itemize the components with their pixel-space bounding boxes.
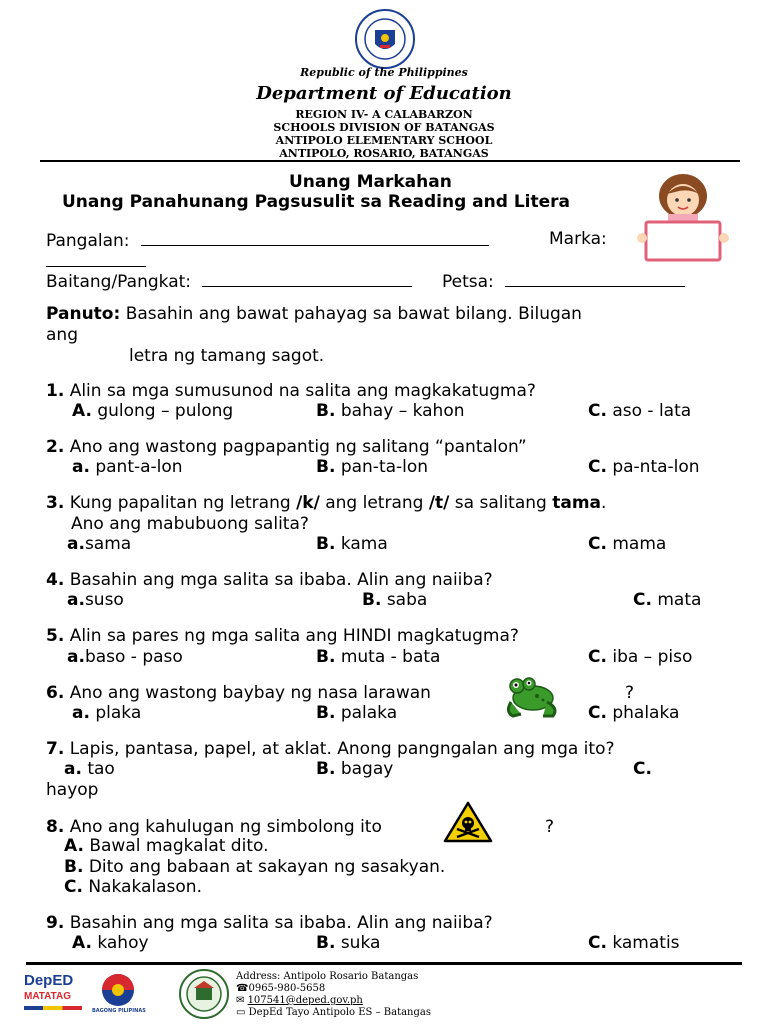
address-text: ANTIPOLO, ROSARIO, BATANGAS xyxy=(279,147,489,160)
footer-email[interactable]: ✉ 107541@deped.gov.ph xyxy=(236,995,363,1006)
question-8: 8. Ano ang kahulugan ng simbolong ito xyxy=(46,817,382,837)
q4-option-c[interactable]: C. mata xyxy=(633,590,702,610)
date-label: Petsa: xyxy=(442,272,494,292)
bagong-pilipinas-logo xyxy=(92,972,144,1020)
computer-icon: ▭ xyxy=(236,1007,249,1018)
deped-matatag-logo xyxy=(24,972,84,1018)
footer-phone: ☎0965-980-5658 xyxy=(236,983,326,994)
question-6-end: ? xyxy=(625,683,635,703)
question-3: 3. Kung papalitan ng letrang /k/ ang letrang /t/ sa salitang tama. xyxy=(46,493,607,513)
instructions-text-2: ang xyxy=(46,325,78,345)
q1-option-c[interactable]: C. aso - lata xyxy=(588,401,692,421)
grade-label: Baitang/Pangkat: xyxy=(46,272,192,292)
q5-option-a[interactable]: a.baso - paso xyxy=(67,647,183,667)
name-label: Pangalan: xyxy=(46,231,130,251)
frog-picture xyxy=(503,672,561,720)
deped-seal xyxy=(350,8,420,70)
matatag-stripes xyxy=(24,1006,82,1010)
q2-option-a[interactable]: a. pant-a-lon xyxy=(72,457,183,477)
question-3-line-2: Ano ang mabubuong salita? xyxy=(71,514,309,534)
header-divider xyxy=(40,160,740,162)
q1-option-b[interactable]: B. bahay – kahon xyxy=(316,401,465,421)
quarter-title: Unang Markahan xyxy=(289,172,452,192)
question-1: 1. Alin sa mga sumusunod na salita ang magkakatugma? xyxy=(46,381,536,401)
footer-facebook: ▭ DepEd Tayo Antipolo ES – Batangas xyxy=(236,1007,431,1018)
matatag-text: MATATAG xyxy=(24,991,72,1002)
name-input-line[interactable] xyxy=(141,229,489,246)
q2-option-c[interactable]: C. pa-nta-lon xyxy=(588,457,700,477)
question-9: 9. Basahin ang mga salita sa ibaba. Alin ang naiiba? xyxy=(46,913,493,933)
phone-icon: ☎ xyxy=(236,983,249,994)
instructions-text-3: letra ng tamang sagot. xyxy=(129,346,325,366)
republic-text: Republic of the Philippines xyxy=(300,66,468,79)
q3-option-a[interactable]: a.sama xyxy=(67,534,132,554)
footer-divider xyxy=(26,962,742,965)
q2-option-b[interactable]: B. pan-ta-lon xyxy=(316,457,429,477)
q6-option-b[interactable]: B. palaka xyxy=(316,703,398,723)
q7-option-c[interactable]: hayop xyxy=(46,780,99,800)
footer-address: Address: Antipolo Rosario Batangas xyxy=(236,971,419,982)
instructions-text-1: Basahin ang bawat pahayag sa bawat bilang. Bilugan xyxy=(120,304,582,324)
question-4: 4. Basahin ang mga salita sa ibaba. Alin ang naiiba? xyxy=(46,570,493,590)
q8-option-a[interactable]: A. Bawal magkalat dito. xyxy=(64,836,269,856)
exam-title: Unang Panahunang Pagsusulit sa Reading and Litera xyxy=(62,192,570,212)
name-field xyxy=(46,229,489,251)
score-input-line[interactable] xyxy=(46,252,146,267)
question-5: 5. Alin sa pares ng mga salita ang HINDI magkatugma? xyxy=(46,626,519,646)
question-6: 6. Ano ang wastong baybay ng nasa larawan xyxy=(46,683,431,703)
q5-option-c[interactable]: C. iba – piso xyxy=(588,647,693,667)
department-text: Department of Education xyxy=(256,83,512,104)
date-field xyxy=(442,270,685,292)
q9-option-c[interactable]: C. kamatis xyxy=(588,933,680,953)
grade-input-line[interactable] xyxy=(202,270,412,287)
q7-option-c-label[interactable]: C. xyxy=(633,759,652,779)
q7-option-a[interactable]: a. tao xyxy=(64,759,115,779)
q8-option-c[interactable]: C. Nakakalason. xyxy=(64,877,202,897)
q3-option-b[interactable]: B. kama xyxy=(316,534,388,554)
grade-field xyxy=(46,270,412,292)
q9-option-b[interactable]: B. suka xyxy=(316,933,381,953)
poison-warning-icon xyxy=(443,801,493,843)
school-text: ANTIPOLO ELEMENTARY SCHOOL xyxy=(275,134,493,147)
instructions-label: Panuto: xyxy=(46,304,121,324)
q9-option-a[interactable]: A. kahoy xyxy=(72,933,149,953)
question-8-end: ? xyxy=(545,817,555,837)
q8-option-b[interactable]: B. Dito ang babaan at sakayan ng sasakyan. xyxy=(64,857,446,877)
question-7: 7. Lapis, pantasa, papel, at aklat. Anong pangngalan ang mga ito? xyxy=(46,739,615,759)
girl-with-board-illustration xyxy=(628,172,738,264)
q4-option-b[interactable]: B. saba xyxy=(362,590,428,610)
q1-option-a[interactable]: A. gulong – pulong xyxy=(72,401,234,421)
deped-logo-text: DepED xyxy=(24,972,74,989)
date-input-line[interactable] xyxy=(505,270,685,287)
mail-icon: ✉ xyxy=(236,995,248,1006)
question-2: 2. Ano ang wastong pagpapantig ng salitang “pantalon” xyxy=(46,437,527,457)
instructions xyxy=(46,304,582,324)
school-seal xyxy=(178,968,230,1020)
q7-option-b[interactable]: B. bagay xyxy=(316,759,394,779)
q4-option-a[interactable]: a.suso xyxy=(67,590,124,610)
division-text: SCHOOLS DIVISION OF BATANGAS xyxy=(273,121,495,134)
bagong-pilipinas-text: BAGONG PILIPINAS xyxy=(92,1008,146,1014)
q6-option-a[interactable]: a. plaka xyxy=(72,703,142,723)
q3-option-c[interactable]: C. mama xyxy=(588,534,667,554)
q5-option-b[interactable]: B. muta - bata xyxy=(316,647,441,667)
q6-option-c[interactable]: C. phalaka xyxy=(588,703,680,723)
score-label: Marka: xyxy=(549,229,607,249)
region-text: REGION IV- A CALABARZON xyxy=(295,108,473,121)
